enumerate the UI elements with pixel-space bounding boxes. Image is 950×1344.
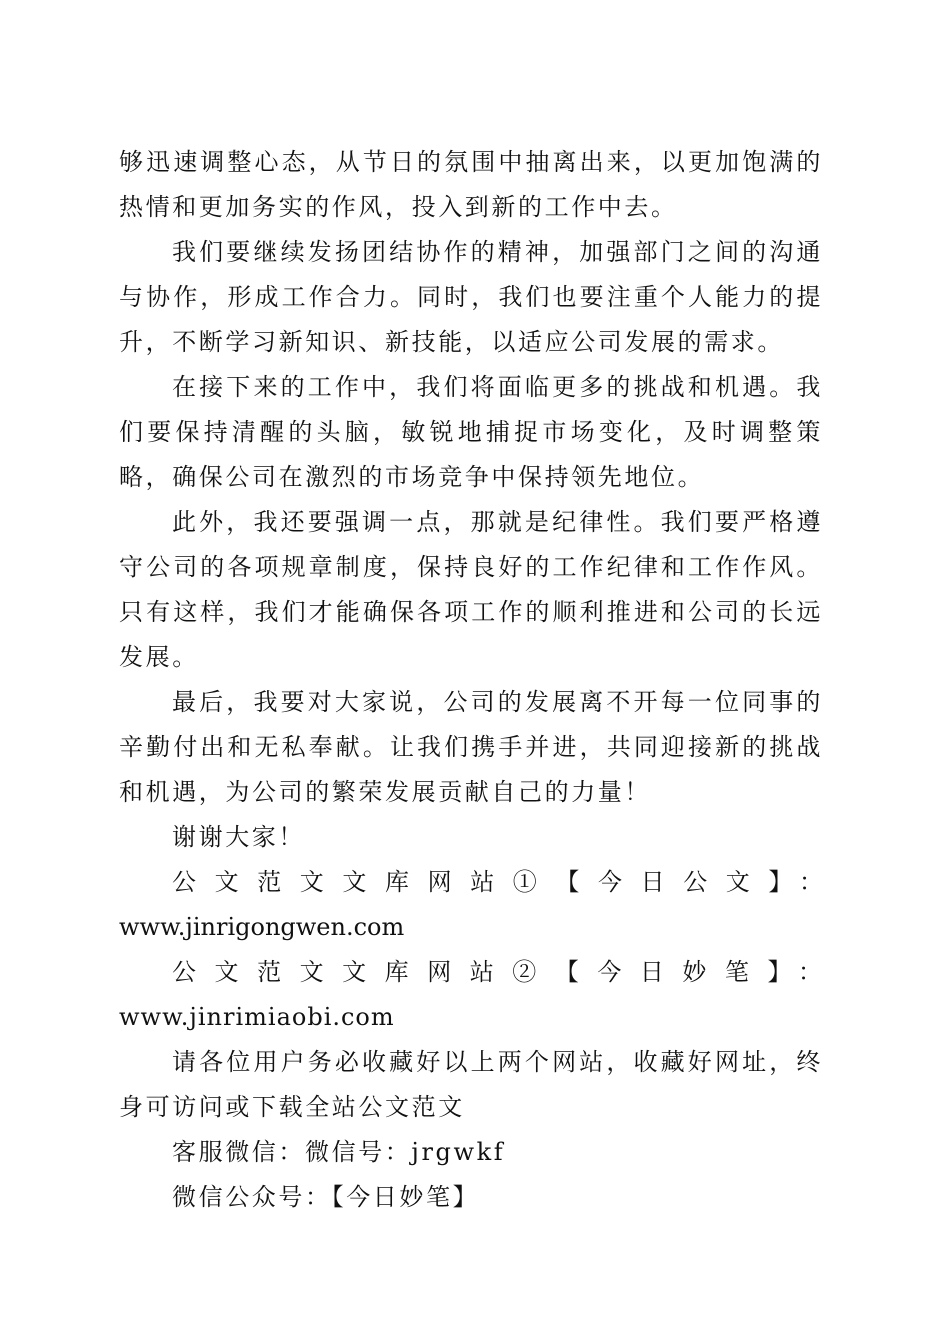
paragraph-teamwork: 我们要继续发扬团结协作的精神，加强部门之间的沟通与协作，形成工作合力。同时，我们也要注重个人能力的提升，不断学习新知识、新技能，以适应公司发展的需求。 <box>119 238 823 356</box>
paragraph-closing: 最后，我要对大家说，公司的发展离不开每一位同事的辛勤付出和无私奉献。让我们携手并进，共同迎接新的挑战和机遇，为公司的繁荣发展贡献自己的力量！ <box>119 688 823 806</box>
bookmark-notice: 请各位用户务必收藏好以上两个网站，收藏好网址，终身可访问或下载全站公文范文 <box>119 1048 823 1121</box>
customer-service-wechat: 客服微信：微信号：jrgwkf <box>172 1138 506 1166</box>
document-body <box>119 140 823 1220</box>
wechat-official-account: 微信公众号：【今日妙笔】 <box>172 1183 480 1211</box>
site1-url: www.jinrigongwen.com <box>119 913 405 941</box>
paragraph-thanks: 谢谢大家！ <box>172 823 305 851</box>
paragraph-continuation: 够迅速调整心态，从节日的氛围中抽离出来，以更加饱满的热情和更加务实的作风，投入到新的工作中去。 <box>119 148 823 221</box>
paragraph-discipline: 此外，我还要强调一点，那就是纪律性。我们要严格遵守公司的各项规章制度，保持良好的工作纪律和工作作风。只有这样，我们才能确保各项工作的顺利推进和公司的长远发展。 <box>119 508 823 671</box>
site1-label: 公文范文文库网站①【今日公文】： <box>172 868 823 896</box>
site2-line: 公文范文文库网站②【今日妙笔】：www.jinrimiaobi.com <box>119 958 823 1031</box>
paragraph-challenges: 在接下来的工作中，我们将面临更多的挑战和机遇。我们要保持清醒的头脑，敏锐地捕捉市场变化，及时调整策略，确保公司在激烈的市场竞争中保持领先地位。 <box>119 373 823 491</box>
